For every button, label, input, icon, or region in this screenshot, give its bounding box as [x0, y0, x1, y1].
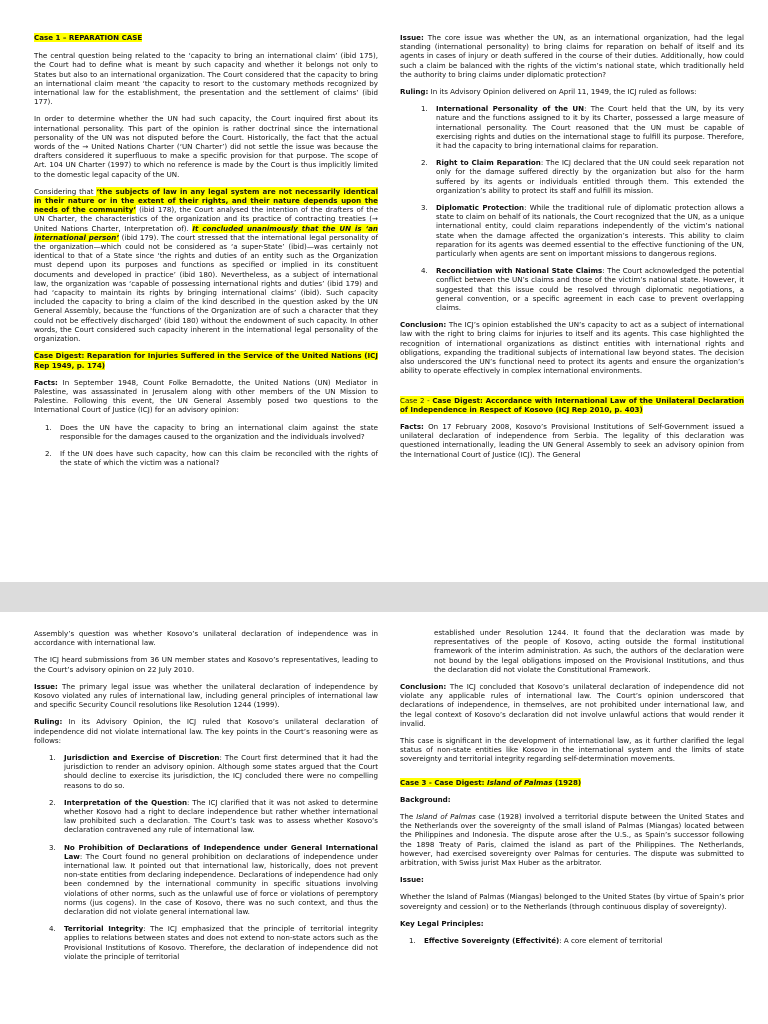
list-item: 2. Interpretation of the Question: The ICJ clarified that it was not asked to determine whether Kosovo had a right to declare independence but rather whether international law prohibited such a declaration. The Court’s task was to assess whether Kosovo’s declaration contravened any rule of international law.: [58, 798, 378, 835]
paragraph: The ICJ heard submissions from 36 UN member states and Kosovo’s representatives, leading to the Court’s advisory opinion on 22 July 2010.: [34, 655, 378, 674]
paragraph: Assembly’s question was whether Kosovo’s unilateral declaration of independence was in accordance with international law.: [34, 629, 378, 648]
facts-paragraph: Facts: On 17 February 2008, Kosovo’s Provisional Institutions of Self-Government issued a unilateral declaration of independence from Serbia. The legality of this declaration was questioned internationally, leading the UN General Assembly to seek an advisory opinion from the International Court of Justice (ICJ). The General: [400, 421, 744, 459]
list-item: 2. If the UN does have such capacity, how can this claim be reconciled with the rights of the state of which the victim was a national?: [54, 449, 378, 467]
case2-title: Case 2 - Case Digest: Accordance with International Law of the Unilateral Declaration of Independence in Respect of Kosovo (ICJ Rep 2010, p. 403): [400, 395, 744, 414]
list-item: 2. Right to Claim Reparation: The ICJ declared that the UN could seek reparation not only for the damage suffered directly by the organization but also for the harm suffered by its agents or individuals entitled through them. This extended the organization’s ability to protect its staff and fulfill its mission.: [430, 158, 744, 195]
section-heading: Background:: [400, 794, 451, 804]
highlighted-quote: ‘the subjects of law in any legal system are not necessarily identical in their nature or in the extent of their rights, and their nature depends upon the needs of the community’: [34, 186, 379, 215]
list-item: 3. Diplomatic Protection: While the traditional rule of diplomatic protection allows a state to claim on behalf of its nationals, the Court recognized that the UN, as a unique international entity, could claim reparations independently of the victim’s national state when the damage affected the organization’s interests. This ability to claim reparation for its agents was deemed essential to the effective functioning of the UN, particularly when agents are sent on important missions to dangerous regions.: [430, 203, 744, 258]
list-item: 4. Reconciliation with National State Claims: The Court acknowledged the potential conflict between the UN’s claims and those of the victim’s national state. However, it suggested that this issue could be resolved through diplomatic negotiations, a general convention, or a specific agreement in each case to prevent overlapping claims.: [430, 266, 744, 312]
list-item: 1. International Personality of the UN: The Court held that the UN, by its very nature and the functions assigned to it by its Charter, possessed a large measure of international personality. The Court reasoned that the UN must be capable of exercising rights and duties on the international stage to fulfill its purpose. Therefore, it had the capacity to bring international claims for reparation.: [430, 104, 744, 150]
principles-list: [400, 936, 744, 945]
ruling-list: [400, 104, 744, 312]
conclusion-paragraph: Conclusion: The ICJ concluded that Kosovo’s unilateral declaration of independence did not violate any applicable rules of international law. The Court’s opinion underscored that declarations of independence, in themselves, are not prohibited under international law, and the legal context of Kosovo’s declaration did not involve unlawful actions that would render it invalid.: [400, 682, 744, 728]
section-heading: Key Legal Principles:: [400, 918, 484, 928]
highlighted-conclusion: It concluded unanimously that the UN is ‘an international person’: [34, 223, 378, 242]
facts-paragraph: Facts: In September 1948, Count Folke Bernadotte, the United Nations (UN) Mediator in Palestine, was assassinated in Jerusalem along with other members of the UN Mission to Palestine. Following this event, the UN General Assembly posed two questions to the International Court of Justice (ICJ) for an advisory opinion:: [34, 377, 378, 415]
page2-right-column: [400, 628, 744, 953]
case-digest-title: Case Digest: Reparation for Injuries Suffered in the Service of the United Nations (ICJ Rep 1949, p. 174): [34, 351, 378, 370]
document-page-2: [0, 612, 768, 1024]
ruling-paragraph: Ruling: In its Advisory Opinion delivered on April 11, 1949, the ICJ ruled as follows:: [400, 87, 697, 97]
list-item: 1. Effective Sovereignty (Effectivité): A core element of territorial: [418, 936, 744, 945]
case1-title: Case 1 – REPARATION CASE: [34, 33, 143, 42]
conclusion-paragraph: Conclusion: The ICJ’s opinion established the UN’s capacity to act as a subject of international law with the right to bring claims for injuries to itself and its agents. This case highlighted the recognition of international organizations as distinct entities with international rights and obligations, expanding the traditional subjects of international law beyond states. The decision also underscored the UN’s functional need to protect its agents and ensure the organization’s ability to operate effectively in complex international environments.: [400, 320, 744, 376]
issue-paragraph: Issue: The primary legal issue was whether the unilateral declaration of independence by Kosovo violated any rules of international law, including general principles of international law and specific Security Council resolutions like Resolution 1244 (1999).: [34, 681, 378, 710]
ruling-list: [34, 753, 378, 961]
section-heading: Issue:: [400, 875, 424, 885]
paragraph: Considering that ‘the subjects of law in any legal system are not necessarily identical in their nature or in the extent of their rights, and their nature depends upon the needs of the community’ (ibid 178), the Court analysed the intention of the drafters of the UN Charter, the characteristics of the organization and its practice of contracting treaties (→ United Nations Charter, Interpretation of). It concluded unanimously that the UN is ‘an international person’ (ibid 179). The court stressed that the international legal personality of the organization—which could not be considered as ‘a super-State’ (ibid)—was certainly not identical to that of a State since ‘the rights and duties of an entity such as the Organization must depend upon its purposes and functions as specified or implied in its constituent documents and developed in practice’ (ibid 180). Nevertheless, as a subject of international law, the organization was ‘capable of possessing international rights and duties’ (ibid 179) and had ‘capacity to maintain its rights by bringing international claims’ (ibid). Such capacity included the capacity to bring a claim of the kind described in the question asked by the UN General Assembly, because the ‘functions of the Organization are of such a character that they could not be effectively discharged’ (ibid 180) without the endowment of such capacity. In other words, the Court considered such capacity inherent in the international legal personality of the organization.: [34, 186, 379, 344]
page2-left-column: [34, 629, 378, 969]
list-item: 1. Does the UN have the capacity to bring an international claim against the state responsible for the damages caused to the organization and the individuals involved?: [54, 423, 378, 441]
paragraph: This case is significant in the development of international law, as it further clarified the legal status of non-state entities like Kosovo in the international system and the limits of state sovereignty and territorial integrity regarding self-determination movements.: [400, 736, 744, 764]
list-item: 4. Territorial Integrity: The ICJ emphasized that the principle of territorial integrity applies to relations between states and does not extend to non-state actors such as the Provisional Institutions of Kosovo. Therefore, the declaration of independence did not violate the principle of territorial: [58, 924, 378, 961]
ruling-paragraph: Ruling: In its Advisory Opinion, the ICJ ruled that Kosovo’s unilateral declaration of independence did not violate international law. The key points in the Court’s reasoning were as follows:: [34, 717, 378, 745]
continued-list-item: established under Resolution 1244. It found that the declaration was made by representatives of the people of Kosovo, acting outside the formal institutional framework of the interim administration. As such, the authors of the declaration were not bound by the legal obligations imposed on the Provisional Institutions, and thus the declaration did not violate the Constitutional Framework.: [434, 628, 744, 674]
page1-right-column: [400, 33, 744, 467]
list-item: 3. No Prohibition of Declarations of Independence under General International Law: The Court found no general prohibition on declarations of independence under international law. It pointed out that international law, historically, does not prevent non-state entities from declaring independence. Declarations of independence had only been condemned by the international community in specific situations involving violations of other norms, such as the unlawful use of force or violations of peremptory norms (jus cogens). In the case of Kosovo, there was no such context, and thus the declaration did not violate general international law.: [58, 843, 378, 917]
background-paragraph: The Island of Palmas case (1928) involved a territorial dispute between the United States and the Netherlands over the sovereignty of the small island of Palmas (Miangas) located between the Philippines and Indonesia. The dispute arose after the U.S., as Spain’s successor following the 1898 Treaty of Paris, claimed the island as part of the Philippines. The Netherlands, however, had exercised sovereignty over Palmas for centuries. The dispute was submitted to arbitration, with Swiss jurist Max Huber as the arbitrator.: [400, 812, 744, 868]
paragraph: In order to determine whether the UN had such capacity, the Court inquired first about its international personality. This part of the opinion is rather doctrinal since the international personality of the UN was not disputed before the Court. Historically, the fact that the actual words of the → United Nations Charter (‘UN Charter’) did not settle the issue was because the drafters considered it superfluous to make a specific provision for that purpose. The scope of Art. 104 UN Charter (1997) to which no reference is made by the Court is thus implicitly limited to the domestic legal capacity of the UN.: [34, 114, 378, 179]
list-item: 1. Jurisdiction and Exercise of Discretion: The Court first determined that it had the jurisdiction to render an advisory opinion. Although some states argued that the Court should decline to exercise its jurisdiction, the ICJ concluded there were no compelling reasons to do so.: [58, 753, 378, 790]
case3-title: Case 3 - Case Digest: Island of Palmas (1928): [400, 777, 582, 787]
questions-list: [34, 423, 378, 468]
issue-paragraph: Issue: The core issue was whether the UN, as an international organization, had the legal standing (international personality) to bring claims for reparation on behalf of itself and its agents in cases of injury or death suffered in the course of their duties. Additionally, how could such a claim be balanced with the rights of the victim’s national state, which traditionally held the authority to bring claims under diplomatic protection?: [400, 33, 744, 79]
paragraph: The central question being related to the ‘capacity to bring an international claim’ (ibid 175), the Court had to define what is meant by such capacity and whether it belongs not only to States but also to an international organization. The Court considered that the capacity to bring an international claim meant ‘the capacity to resort to the customary methods recognized by international law for the establishment, the presentation and the settlement of claims’ (ibid 177).: [34, 51, 378, 107]
issue-paragraph: Whether the Island of Palmas (Miangas) belonged to the United States (by virtue of Spain’s prior sovereignty and cession) or to the Netherlands (through continuous display of sovereignty).: [400, 892, 744, 911]
page1-left-column: [34, 33, 378, 475]
